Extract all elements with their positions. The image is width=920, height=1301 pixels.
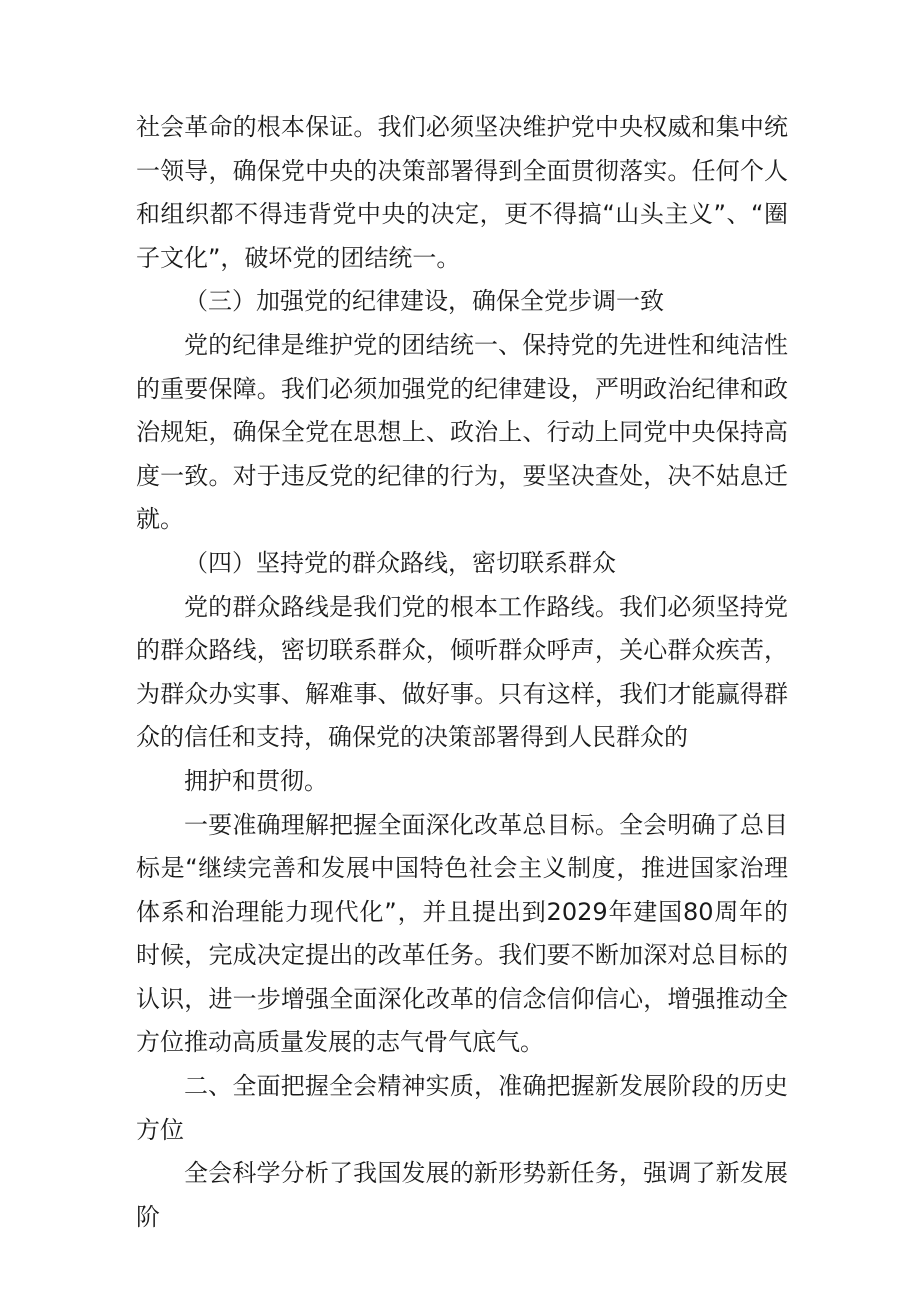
paragraph-new-stage: 全会科学分析了我国发展的新形势新任务，强调了新发展阶	[136, 1159, 788, 1231]
paragraph-mass-line: 党的群众路线是我们党的根本工作路线。我们必须坚持党的群众路线，密切联系群众，倾听群众呼声，关心群众疾苦，为群众办实事、解难事、做好事。只有这样，我们才能赢得群众的信任和支持，确保党的决策部署得到人民群众的	[136, 592, 788, 752]
paragraph-reform-goal: 一要准确理解把握全面深化改革总目标。全会明确了总目标是“继续完善和发展中国特色社会主义制度，推进国家治理体系和治理能力现代化”，并且提出到2029年建国80周年的时候，完成决定提出的改革任务。我们要不断加深对总目标的认识，进一步增强全面深化改革的信念信仰信心，增强推动全方位推动高质量发展的志气骨气底气。	[136, 810, 788, 1057]
section-heading-discipline: （三）加强党的纪律建设，确保全党步调一致	[184, 287, 664, 316]
paragraph-party-authority: 社会革命的根本保证。我们必须坚决维护党中央权威和集中统一领导，确保党中央的决策部署得到全面贯彻落实。任何个人和组织都不得违背党中央的决定，更不得搞“山头主义”、“圈子文化”，破坏党的团结统一。	[136, 113, 788, 272]
document-body	[136, 106, 788, 1239]
paragraph-mass-line-continuation: 拥护和贯彻。	[184, 766, 328, 795]
paragraph-party-discipline: 党的纪律是维护党的团结统一、保持党的先进性和纯洁性的重要保障。我们必须加强党的纪律建设，严明政治纪律和政治规矩，确保全党在思想上、政治上、行动上同党中央保持高度一致。对于违反党的纪律的行为，要坚决查处，决不姑息迁就。	[136, 330, 788, 534]
section-heading-spirit-essence: 二、全面把握全会精神实质，准确把握新发展阶段的历史方位	[136, 1072, 788, 1144]
section-heading-mass-line: （四）坚持党的群众路线，密切联系群众	[184, 548, 616, 577]
